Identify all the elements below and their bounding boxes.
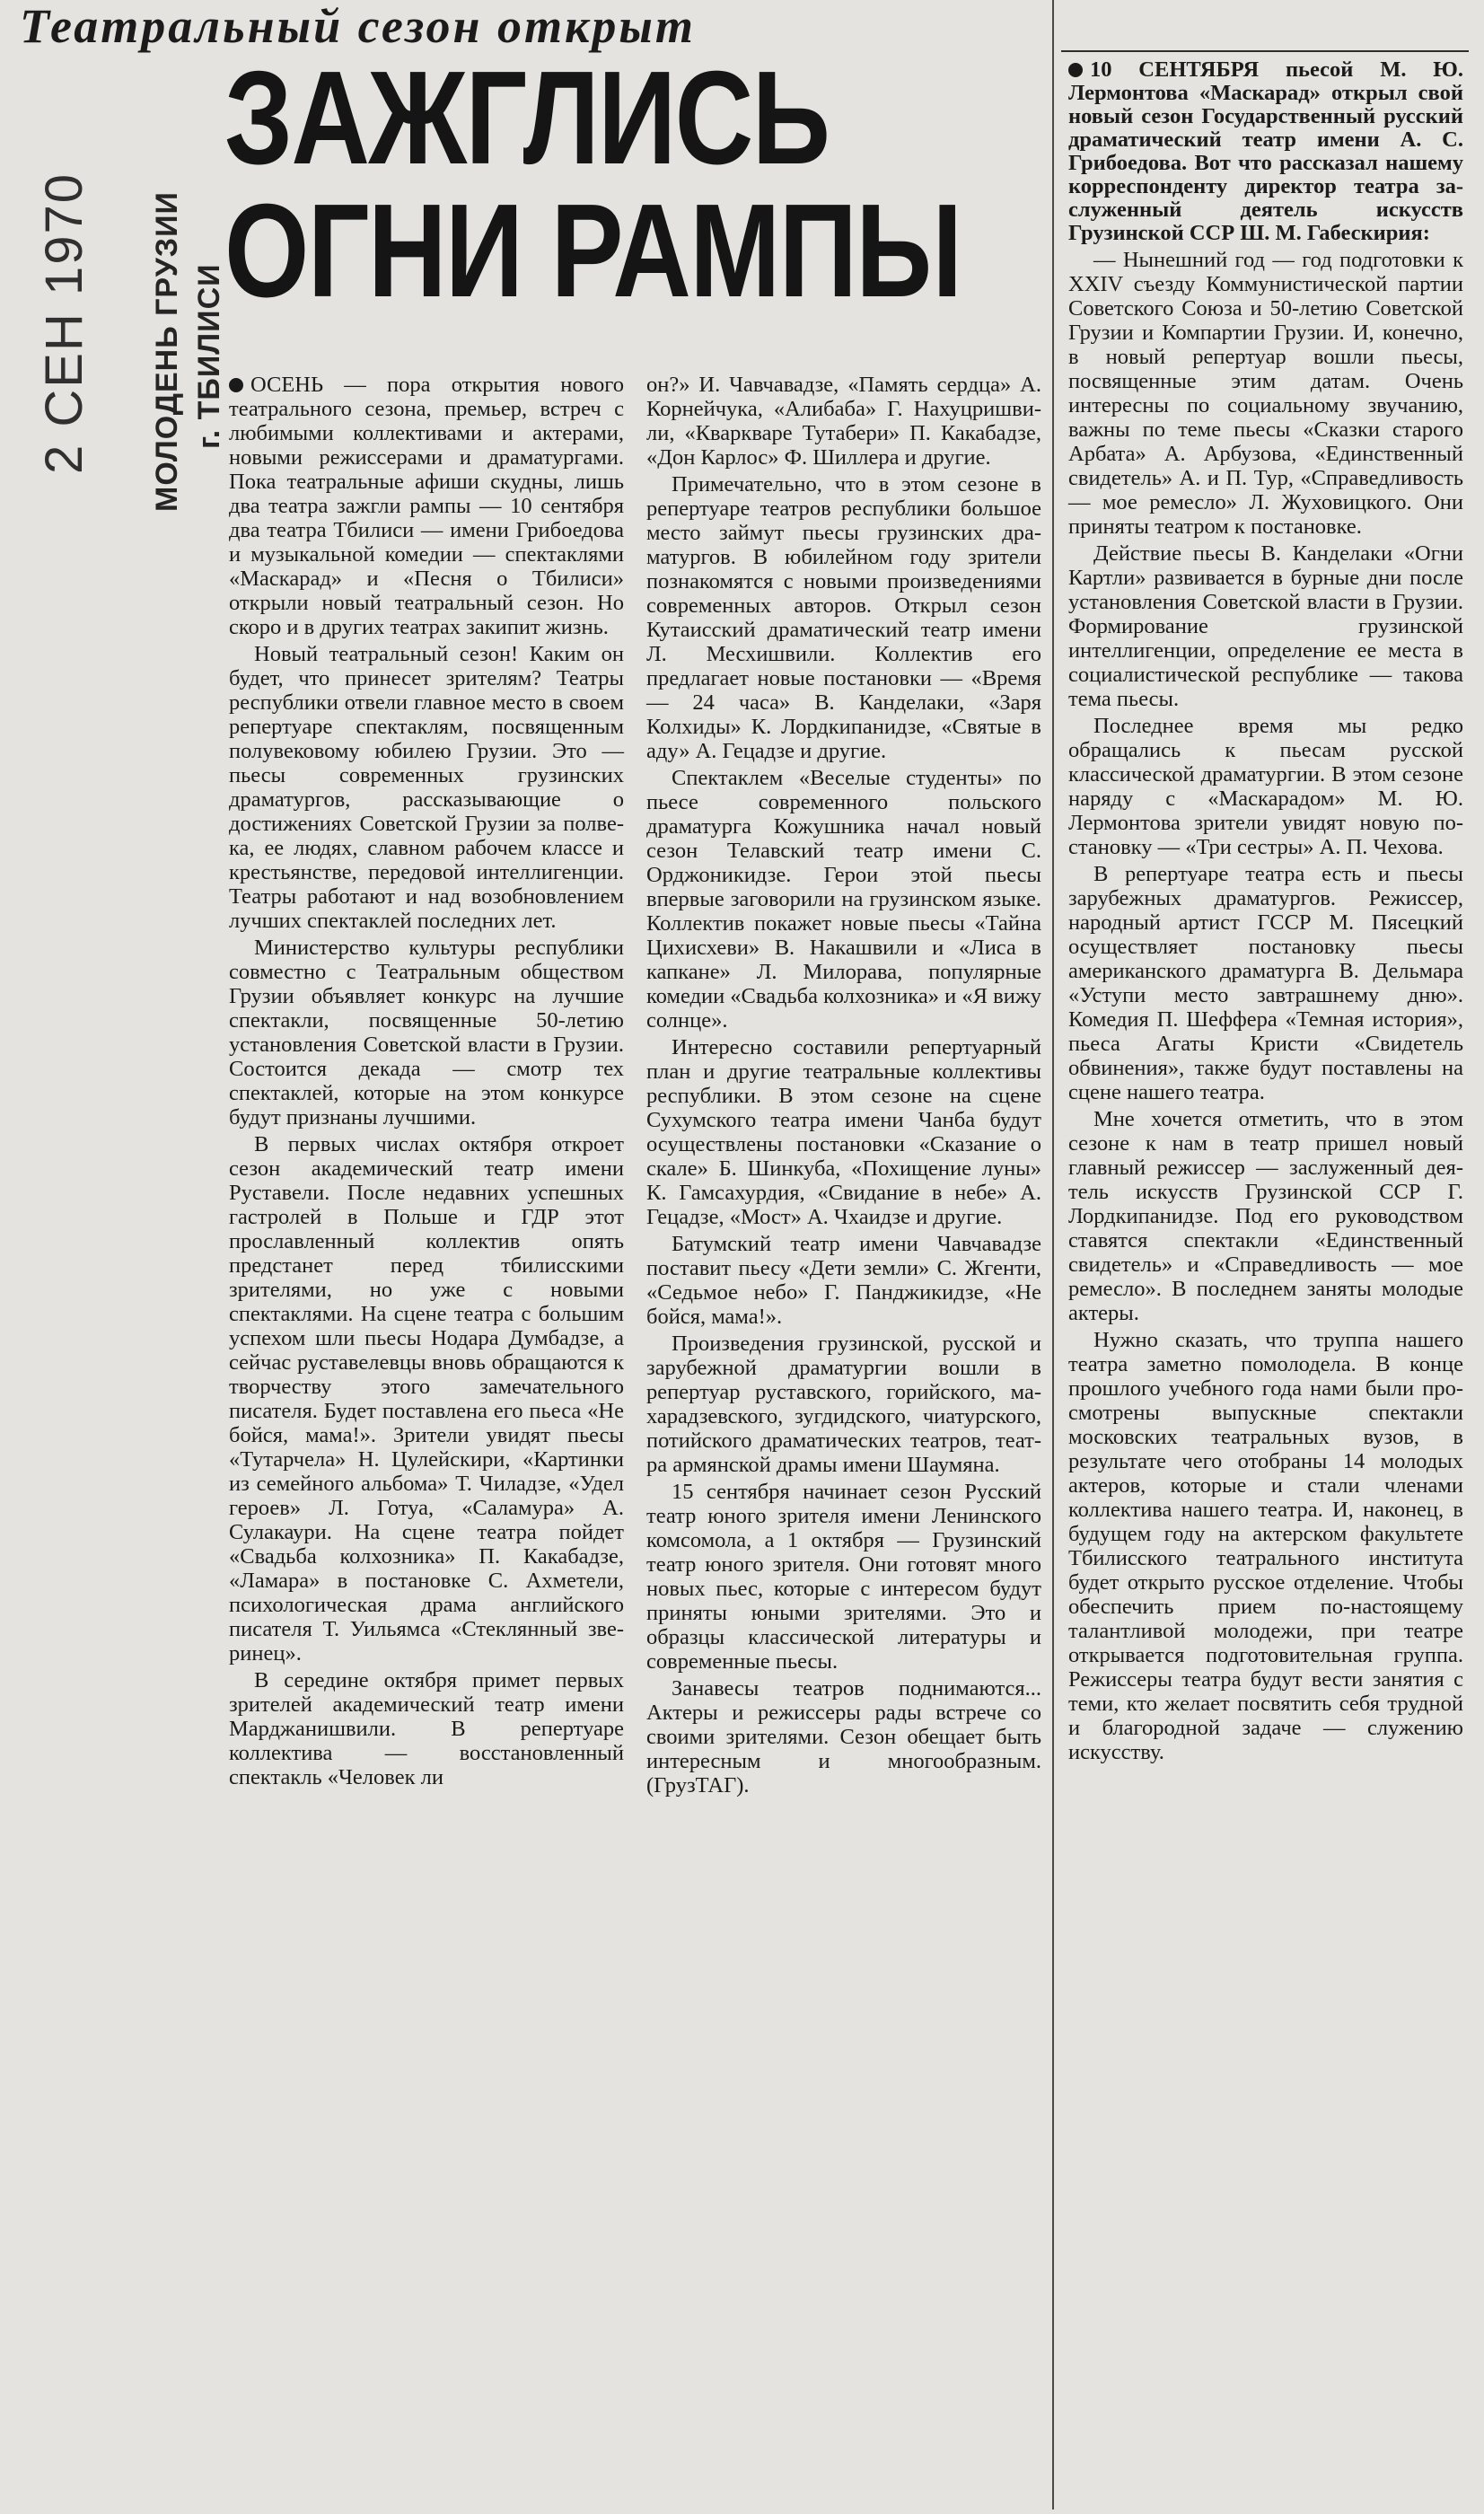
paragraph-1: — Нынешний год — год подготовки к XXIV съезду Коммунистической партии Советского Союза и 50-летию Советской Грузии и Компартии Грузии. И, конечно, в новый репертуар вошли пьесы, посвященные этим датам. Очень интересны по социальному звучанию, важны по теме пьесы «Сказки старого Арбата» А. Арбузова, «Единственный свидетель» А. и П. Тур, «Справедливость — мое ремесло» Л. Жуховицкого. Они приняты театром к постановке. (1068, 248, 1463, 539)
interview-intro (1068, 58, 1463, 245)
headline-line-1: ЗАЖГЛИСЬ (224, 44, 830, 192)
source-line-2: г. ТБИЛИСИ (192, 263, 226, 449)
paragraph-3: Министерство культуры республики совместно с Театральным обществом Грузии объявляет конкурс на лучшие спектакли, посвященные 50-летию установления Советской власти в Грузии. Состоится декада — смотр тех спектаклей, которые на этом конкурсе будут признаны лучшими. (229, 936, 624, 1130)
article-column-2 (646, 373, 1041, 1800)
article-headline (224, 44, 1014, 325)
article-column-1 (229, 373, 624, 1792)
paragraph-2: Новый театральный сезон! Каким он будет, что принесет зрителям? Театры республики отвели главное место в своем репертуаре спектаклям, посвященным полувековому юбилею Грузии. Это — пьесы современных грузинских драматургов, рассказывающие о достижениях Советской Грузии за полвека, ее людях, славном рабочем классе и крестьянстве, передовой интеллигенции. Театры работают и над возобновлением лучших спектаклей последних лет. (229, 642, 624, 933)
paragraph-8: Занавесы театров поднимаются... Актеры и режиссеры рады встрече со своими зрителями. Сезон обещает быть интересным и многообразным. (ГрузТАГ). (646, 1676, 1041, 1798)
interview-column (1068, 58, 1463, 1767)
paragraph-5: Мне хочется отметить, что в этом сезоне к нам в театр пришел новый главный режиссер — заслуженный деятель искусств Грузинской ССР Г. Лордкипанидзе. Под его руководством ставятся спектакли «Единственный свидетель» и «Справедливость — мое ремесло». В последнем заняты молодые актеры. (1068, 1107, 1463, 1325)
paragraph-text: ОСЕНЬ — пора открытия нового театрального сезона, премьер, встреч с любимыми коллективами и актерами, новыми режиссерами и драматургами. Пока театральные афиши скудны, лишь два театра зажгли рампы — 10 сентября два театра Тбилиси — имени Грибоедова и музыкальной комедии — спектаклями «Маскарад» и «Песня о Тбилиси» открыли новый театральный сезон. Но скоро и в других театрах закипит жизнь. (229, 373, 624, 639)
intro-text: 10 СЕНТЯБРЯ пьесой М. Ю. Лермонтова «Маскарад» открыл свой новый сезон Государственный русский драматический театр имени А. С. Грибоедова. Вот что рассказал нашему корреспонденту директор театра заслуженный деятель искусств Грузинской ССР Ш. М. Габескирия: (1068, 57, 1463, 245)
paragraph-3: Спектаклем «Веселые студенты» по пьесе современного польского драматурга Кожушника начал новый сезон Телавский театр имени С. Орджоникидзе. Герои этой пьесы впервые заговорили на грузинском языке. Коллектив покажет новые пьесы «Тайна Цихисхеви» В. Накашвили и «Лиса в капкане» Л. Милорава, популярные комедии «Свадьба колхозника» и «Я вижу солнце». (646, 766, 1041, 1033)
bullet-icon (229, 378, 243, 392)
paragraph-4: В репертуаре театра есть и пьесы зарубежных драматургов. Режиссер, народный артист ГССР М. Пясецкий осуществляет постановку пьесы американского драматурга В. Дельмара «Уступи место завтрашнему дню». Комедия П. Шеффера «Темная история», пьеса Агаты Кристи «Свидетель обвинения», также будут поставлены на сцене нашего театра. (1068, 862, 1463, 1104)
date-stamp: 2 СЕН 1970 (35, 172, 93, 474)
paragraph-5: Батумский театр имени Чавчавадзе поставит пьесу «Дети земли» С. Жгенти, «Седьмое небо» Г. Панджикидзе, «Не бойся, мама!». (646, 1232, 1041, 1329)
paragraph-3: Последнее время мы редко обращались к пьесам русской классической драматургии. В этом сезоне наряду с «Маскарадом» М. Ю. Лермонтова зрители увидят новую постановку — «Три сестры» А. П. Чехова. (1068, 714, 1463, 859)
column-divider (1052, 0, 1054, 2510)
paragraph-2: Действие пьесы В. Канделаки «Огни Картли» развивается в бурные дни после установления Советской власти в Грузии. Формирование грузинской интеллигенции, определение ее места в социалистической республике — такова тема пьесы. (1068, 541, 1463, 711)
paragraph-5: В середине октября примет первых зрителей академический театр имени Марджанишвили. В репертуаре коллектива — восстановленный спектакль «Человек ли (229, 1668, 624, 1789)
paragraph-4: В первых числах октября откроет сезон академический театр имени Руставели. После недавних успешных гастролей в Польше и ГДР этот прославленный коллектив опять предстанет перед тбилисскими зрителями, но уже с новыми спектаклями. На сцене театра с большим успехом шли пьесы Нодара Думбадзе, а сейчас руставелевцы вновь обращаются к творчеству этого замечательного писателя. Будет поставлена его пьеса «Не бойся, мама!». Зрители увидят пьесы «Тутарчела» Н. Цулейскири, «Картинки из семейного альбома» Т. Чиладзе, «Удел героев» Л. Готуа, «Саламура» А. Сулакаури. На сцене театра пойдет «Свадьба колхозника» П. Какабадзе, «Ламара» в постановке С. Ахметели, психологическая драма английского писателя Т. Уильямса «Стеклянный зверинец». (229, 1132, 624, 1666)
paragraph-1 (229, 373, 624, 639)
paragraph-1: он?» И. Чавчавадзе, «Память сердца» А. Корнейчука, «Алибаба» Г. Нахуцришвили, «Кваркваре Тутабери» П. Какабадзе, «Дон Карлос» Ф. Шиллера и другие. (646, 373, 1041, 470)
paragraph-6: Нужно сказать, что труппа нашего театра заметно помолодела. В конце прошлого учебного года нами были просмотрены выпускные спектакли московских театральных вузов, в результате чего отобраны 14 молодых актеров, которые и стали членами коллектива нашего театра. И, наконец, в будущем году на актерском факультете Тбилисского театрального института будет открыто русское отделение. Чтобы обеспечить прием по-настоящему талантливой молодежи, при театре открывается подготовительная группа. Режиссеры театра будут вести занятия с теми, кто желает посвятить себя трудной и благородной задаче — служению искусству. (1068, 1328, 1463, 1764)
paragraph-2: Примечательно, что в этом сезоне в репертуаре театров республики большое место займут пьесы грузинских драматургов. В юбилейном году зрители познакомятся с новыми произведениями современных авторов. Открыл сезон Кутаисский драматический театр имени Л. Месхишвили. Коллектив его предлагает новые постановки — «Время — 24 часа» В. Канделаки, «Заря Колхиды» К. Лордкипанидзе, «Святые в аду» А. Гецадзе и другие. (646, 472, 1041, 763)
headline-line-2: ОГНИ РАМПЫ (224, 177, 962, 325)
article-kicker: Театральный сезон открыт (20, 0, 696, 53)
top-rule (1061, 50, 1469, 52)
paragraph-6: Произведения грузинской, русской и зарубежной драматургии вошли в репертуар руставского, горийского, махарадзевского, зугдидского, чиатурского, потийского драматических театров, театра армянской драмы имени Шаумяна. (646, 1332, 1041, 1477)
paragraph-4: Интересно составили репертуарный план и другие театральные коллективы республики. В этом сезоне на сцене Сухумского театра имени Чанба будут осуществлены постановки «Сказание о скале» Б. Шинкуба, «Похищение луны» К. Гамсахурдия, «Свидание в небе» А. Гецадзе, «Мост» А. Чхаидзе и другие. (646, 1035, 1041, 1229)
paragraph-7: 15 сентября начинает сезон Русский театр юного зрителя имени Ленинского комсомола, а 1 октября — Грузинский театр юного зрителя. Они готовят много новых пьес, которые с интересом будут приняты юными зрителями. Это и образцы классической литературы и современные пьесы. (646, 1480, 1041, 1674)
source-line-1: МОЛОДЕНЬ ГРУЗИИ (150, 191, 184, 512)
bullet-icon (1068, 63, 1083, 77)
